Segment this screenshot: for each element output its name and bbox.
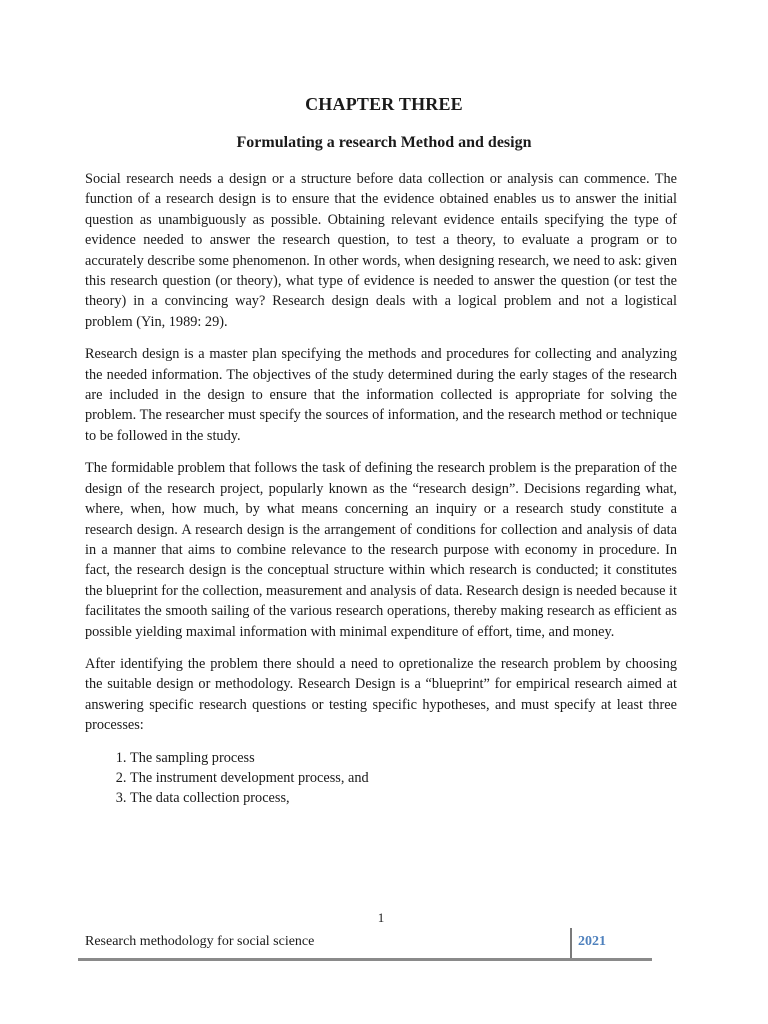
- footer-title: Research methodology for social science: [85, 934, 315, 949]
- process-list: [85, 748, 677, 809]
- list-item: 2. The instrument development process, and: [130, 768, 677, 788]
- section-title: Formulating a research Method and design: [236, 134, 532, 151]
- page-footer: [78, 928, 652, 961]
- page-number: 1: [377, 910, 385, 925]
- paragraph-1: Social research needs a design or a structure before data collection or analysis can commence. The function of a research design is to ensure that the evidence obtained enables us to answer the initial question as unambiguously as possible. Obtaining relevant evidence entails specifying the type of evidence needed to answer the research question, to test a theory, to evaluate a program or to accurately describe some phenomenon. In other words, when designing research, we need to ask: given this research question (or theory), what type of evidence is needed to answer the question (or test the theory) in a convincing way? Research design deals with a logical problem and not a logistical problem (Yin, 1989: 29).: [85, 171, 677, 330]
- chapter-title: CHAPTER THREE: [305, 94, 463, 114]
- document-body: [85, 169, 677, 809]
- list-item: 3. The data collection process,: [130, 788, 677, 808]
- footer-divider: [570, 928, 572, 958]
- paragraph-2: Research design is a master plan specifying the methods and procedures for collecting and analyzing the needed information. The objectives of the study determined during the early stages of the research are included in the design to ensure that the information collected is appropriate for solving the problem. The researcher must specify the sources of information, and the research method or technique to be followed in the study.: [85, 346, 677, 444]
- list-item: 1. The sampling process: [130, 748, 677, 768]
- footer-year: 2021: [578, 934, 606, 949]
- paragraph-4: After identifying the problem there should a need to opretionalize the research problem by choosing the suitable design or methodology. Research Design is a “blueprint” for empirical research aimed at answering specific research questions or testing specific hypotheses, and must specify at least three processes:: [85, 655, 677, 734]
- paragraph-3: The formidable problem that follows the task of defining the research problem is the preparation of the design of the research project, popularly known as the “research design”. Decisions regarding what, where, when, how much, by what means concerning an inquiry or a research study constitute a research design. A research design is the arrangement of conditions for collection and analysis of data in a manner that aims to combine relevance to the research purpose with economy in procedure. In fact, the research design is the conceptual structure within which research is conducted; it constitutes the blueprint for the collection, measurement and analysis of data. Research design is needed because it facilitates the smooth sailing of the various research operations, thereby making research as efficient as possible yielding maximal information with minimal expenditure of effort, time, and money.: [85, 460, 677, 640]
